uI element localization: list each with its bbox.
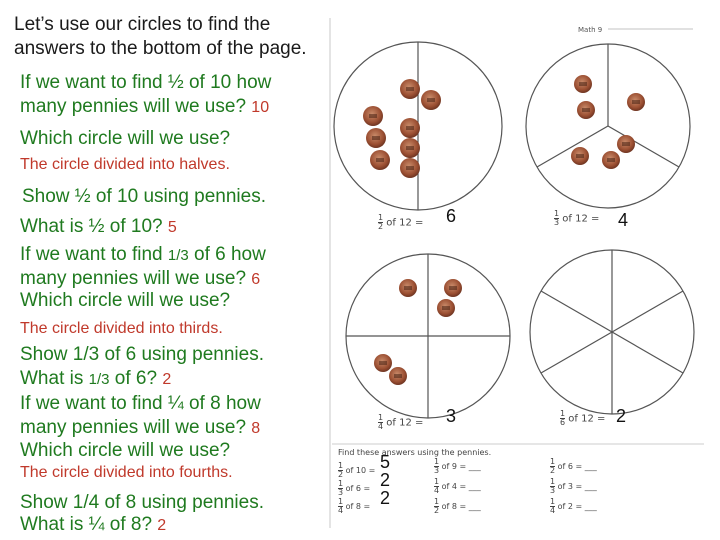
q3-line1: If we want to find ¼ of 8 how [20,393,261,414]
bottom-mid-item-2: $\frac{1}{4}$ of 4 = ___ [434,477,481,495]
q2-line2-text: many pennies will we use? [20,268,247,289]
frac-den: 6 [560,418,566,427]
frac-num: 1 [434,457,440,466]
frac [550,458,555,475]
q2-show: Show 1/3 of 6 using pennies. [20,344,265,365]
penny-detail [406,87,414,91]
slide-title-line1: Let’s use our circles to find the [14,14,271,35]
item-text: of 3 = [557,482,583,491]
frac-sixth [560,410,565,427]
frac [434,478,439,495]
q2-line1-frac: 1/3 [167,247,189,264]
bottom-right-item-3: $\frac{1}{4}$ of 2 = ___ [550,497,597,515]
frac-den: 3 [554,218,560,227]
penny-detail [579,82,587,86]
q2-line1-a: If we want to find [20,244,163,265]
frac-num: 1 [550,457,556,466]
item-text: of 6 = [557,462,583,471]
item-text: of 9 = [441,462,467,471]
penny-detail [404,286,412,290]
frac [338,462,343,479]
frac-num: 1 [338,461,344,470]
penny-detail [576,154,584,158]
penny-detail [632,100,640,104]
frac-den: 4 [434,486,440,495]
q1-what [20,216,177,238]
worksheet-header [578,26,693,34]
q1-what-answer: 5 [167,219,177,236]
frac [434,498,439,515]
q2-what-a: What is [20,368,84,389]
frac [550,478,555,495]
frac-num: 1 [554,209,560,218]
penny-detail [406,126,414,130]
item-text: of 10 = [345,466,376,475]
answer-third-of-12: 4 [618,210,629,230]
q1-circle: The circle divided into halves. [20,156,230,173]
frac-num: 1 [550,477,556,486]
label-third-of-12 [554,210,599,227]
frac-den: 4 [550,506,556,515]
q2-what-answer: 2 [162,371,172,388]
answer-fourth-of-12: 3 [446,406,457,426]
penny-detail [442,306,450,310]
penny-detail [582,108,590,112]
item-text: of 2 = [557,502,583,511]
q3-what-text: What is ¼ of 8? [20,514,153,535]
label-text: of 12 = [386,417,424,429]
frac-num: 1 [378,213,384,222]
bottom-mid-item-3: $\frac{1}{2}$ of 8 = ___ [434,497,481,515]
frac [434,458,439,475]
q1-show: Show ½ of 10 using pennies. [22,186,267,207]
bottom-left-item-1 [338,462,375,479]
slide-title-line2: answers to the bottom of the page. [14,38,307,59]
bottom-heading: Find these answers using the pennies. [338,448,492,457]
q2-what [20,368,171,390]
q2-line1 [20,244,266,266]
item-text: of 8 = [441,502,467,511]
answer-half-of-12: 6 [446,206,457,226]
item-text: of 8 = [345,502,371,511]
q3-show: Show 1/4 of 8 using pennies. [20,492,265,513]
frac-den: 3 [434,466,440,475]
q2-what-frac: 1/3 [88,371,110,388]
circle-fourths [346,254,510,418]
penny-detail [607,158,615,162]
penny-detail [406,146,414,150]
q3-circle: The circle divided into fourths. [20,464,233,481]
item-text: of 4 = [441,482,467,491]
frac-third [554,210,559,227]
q2-line1-b: of 6 how [194,244,266,265]
q2-circle: The circle divided into thirds. [20,320,223,337]
q1-answer: 10 [251,99,270,116]
bottom-right-item-2: $\frac{1}{3}$ of 3 = ___ [550,477,597,495]
q2-what-b: of 6? [114,368,158,389]
q1-which: Which circle will we use? [20,128,231,149]
bottom-left-answer-1: 5 [380,452,391,472]
q1-line2 [20,96,269,118]
frac-den: 4 [338,506,344,515]
bottom-left-item-2 [338,480,370,497]
circle-sixths [530,250,694,414]
frac [338,480,343,497]
frac-num: 1 [434,477,440,486]
penny-detail [394,374,402,378]
bottom-left-item-3 [338,498,370,515]
label-text: of 12 = [386,217,424,229]
frac-half [378,214,383,231]
q3-line2-text: many pennies will we use? [20,417,247,438]
penny-detail [369,114,377,118]
frac-den: 4 [378,422,384,431]
penny-detail [379,361,387,365]
penny-detail [622,142,630,146]
worksheet [328,18,708,528]
bottom-left-answer-2: 2 [380,470,391,490]
q2-line2 [20,268,260,290]
bottom-left-answer-3: 2 [380,488,391,508]
label-fourth-of-12 [378,414,423,431]
label-text: of 12 = [568,413,606,425]
q2-which: Which circle will we use? [20,290,231,311]
label-sixth-of-12 [560,410,605,427]
q3-line2 [20,417,260,439]
q3-answer: 8 [251,420,261,437]
worksheet-header-text: Math 9 [578,26,603,34]
penny-detail [406,166,414,170]
frac [550,498,555,515]
label-half-of-12 [378,214,423,231]
frac [338,498,343,515]
frac-den: 2 [550,466,556,475]
bottom-right-item-1: $\frac{1}{2}$ of 6 = ___ [550,457,597,475]
frac-den: 2 [338,470,344,479]
frac-den: 3 [550,486,556,495]
bottom-mid-item-1: $\frac{1}{3}$ of 9 = ___ [434,457,481,475]
label-text: of 12 = [562,213,600,225]
frac-num: 1 [560,409,566,418]
frac-num: 1 [434,497,440,506]
circle-thirds [526,44,690,208]
penny-detail [449,286,457,290]
frac-num: 1 [550,497,556,506]
frac-fourth [378,414,383,431]
q3-which: Which circle will we use? [20,440,231,461]
penny-detail [372,136,380,140]
frac-num: 1 [378,413,384,422]
frac-num: 1 [338,497,344,506]
frac-den: 2 [434,506,440,515]
q2-answer: 6 [251,271,261,288]
q1-line2-text: many pennies will we use? [20,96,247,117]
penny-detail [427,98,435,102]
frac-den: 2 [378,222,384,231]
answer-sixth-of-12: 2 [616,406,627,426]
penny-detail [376,158,384,162]
q3-what-answer: 2 [157,517,167,534]
q1-what-text: What is ½ of 10? [20,216,163,237]
frac-den: 3 [338,488,344,497]
frac-num: 1 [338,479,344,488]
q1-line1: If we want to find ½ of 10 how [20,72,272,93]
item-text: of 6 = [345,484,371,493]
q3-what [20,514,166,536]
